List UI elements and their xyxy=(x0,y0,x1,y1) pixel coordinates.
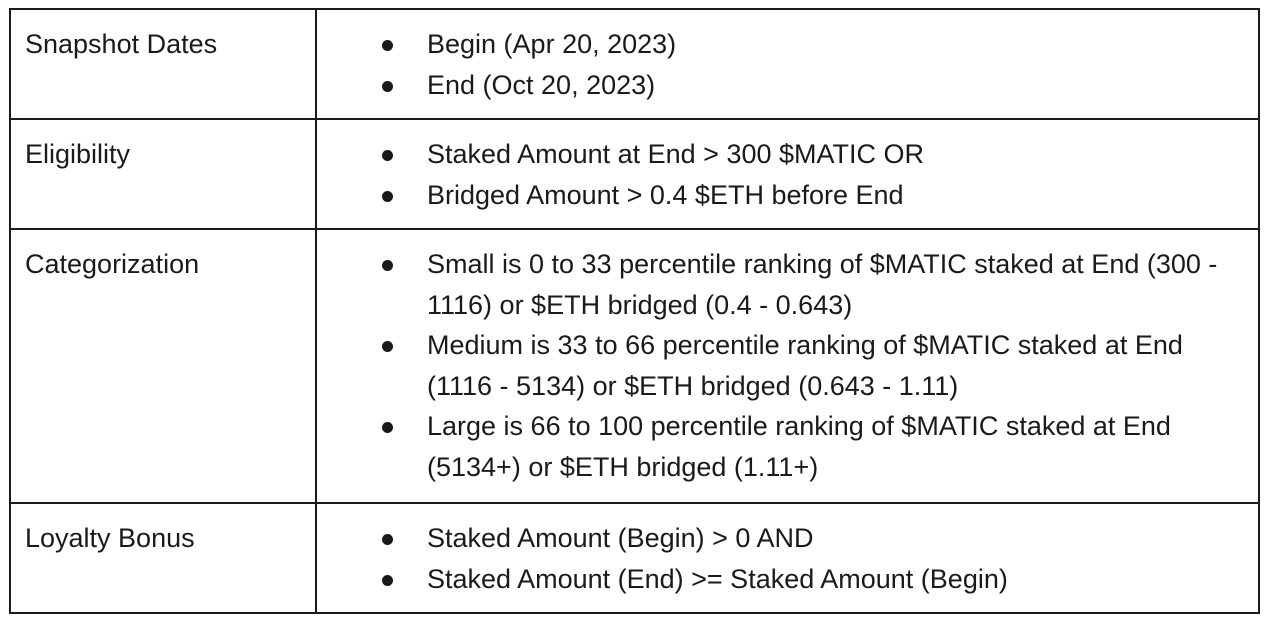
row-label-cell xyxy=(10,229,316,503)
list-item: Medium is 33 to 66 percentile ranking of $MATIC staked at End (1116 - 5134) or $ETH bridged (0.643 - 1.11) xyxy=(317,325,1248,406)
row-label-cell xyxy=(10,503,316,613)
row-content-cell xyxy=(316,503,1259,613)
list-item: End (Oct 20, 2023) xyxy=(317,65,1248,106)
bullet-list xyxy=(317,230,1258,499)
row-label: Eligibility xyxy=(25,139,131,169)
list-item: Staked Amount (Begin) > 0 AND xyxy=(317,518,1248,559)
row-label: Categorization xyxy=(25,249,200,279)
criteria-table xyxy=(9,8,1260,614)
row-label: Snapshot Dates xyxy=(25,29,218,59)
table-row-snapshot-dates xyxy=(10,9,1259,119)
list-item: Begin (Apr 20, 2023) xyxy=(317,24,1248,65)
list-item: Staked Amount (End) >= Staked Amount (Begin) xyxy=(317,559,1248,600)
table-row-loyalty-bonus xyxy=(10,503,1259,613)
row-content-cell xyxy=(316,229,1259,503)
list-item: Large is 66 to 100 percentile ranking of $MATIC staked at End (5134+) or $ETH bridged (1.11+) xyxy=(317,406,1248,487)
row-content-cell xyxy=(316,9,1259,119)
row-label: Loyalty Bonus xyxy=(25,523,195,553)
list-item: Staked Amount at End > 300 $MATIC OR xyxy=(317,134,1248,175)
row-content-cell xyxy=(316,119,1259,229)
table-row-categorization xyxy=(10,229,1259,503)
bullet-list xyxy=(317,504,1258,611)
bullet-list xyxy=(317,10,1258,117)
row-label-cell xyxy=(10,119,316,229)
list-item: Bridged Amount > 0.4 $ETH before End xyxy=(317,175,1248,216)
table-row-eligibility xyxy=(10,119,1259,229)
list-item: Small is 0 to 33 percentile ranking of $MATIC staked at End (300 - 1116) or $ETH bridged (0.4 - 0.643) xyxy=(317,244,1248,325)
bullet-list xyxy=(317,120,1258,227)
row-label-cell xyxy=(10,9,316,119)
